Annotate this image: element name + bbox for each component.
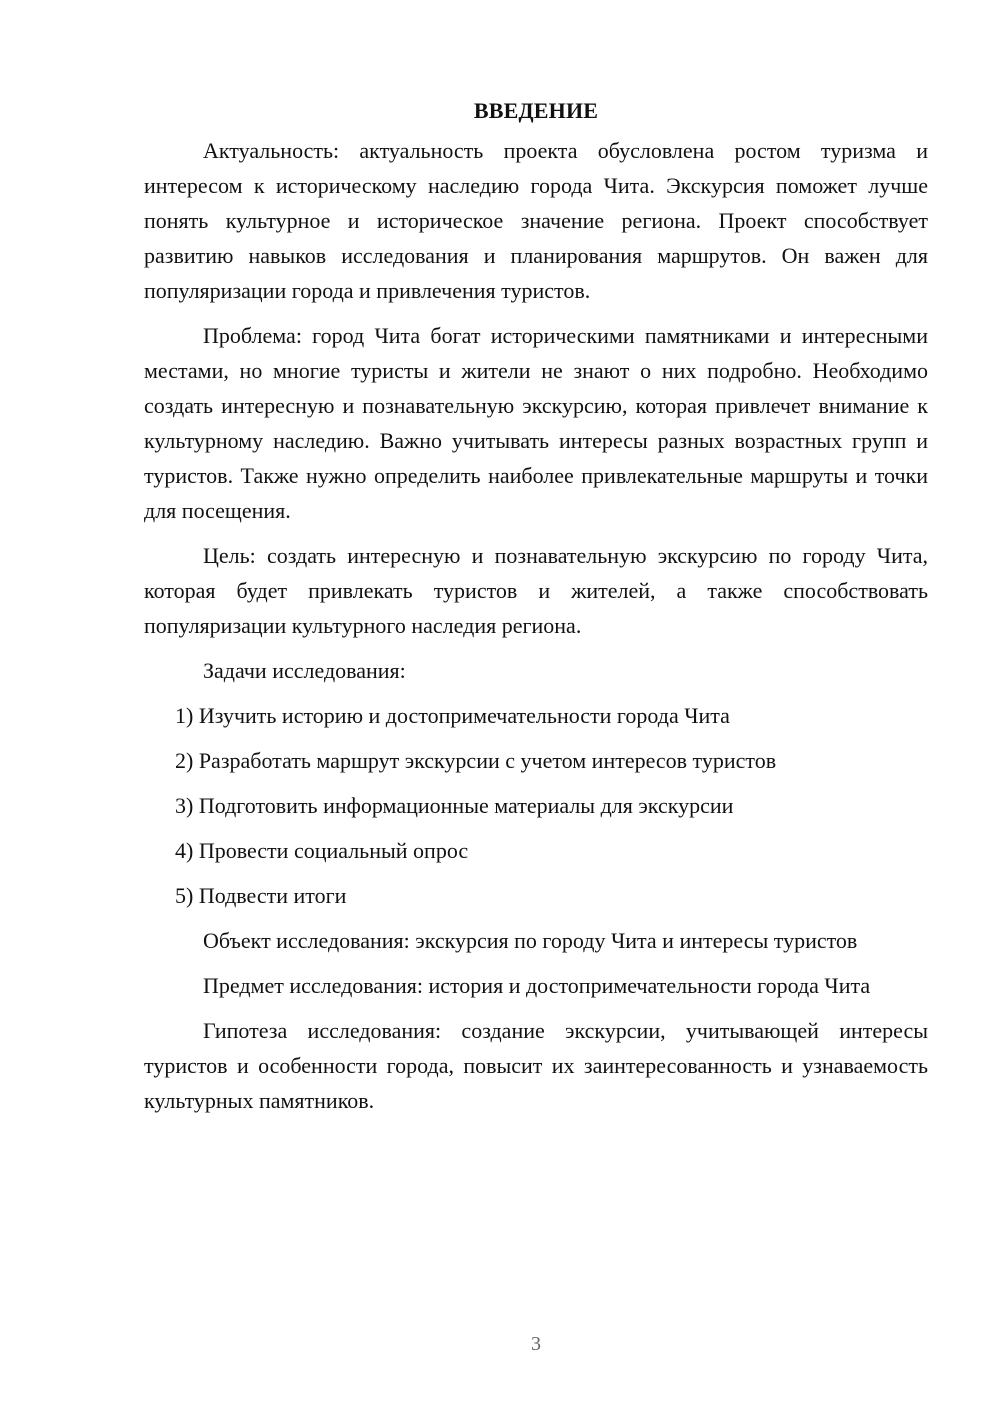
- paragraph-hypothesis: Гипотеза исследования: создание экскурсии, учитывающей интересы туристов и особенности города, повысит их заинтересованность и узнаваемость культурных памятников.: [144, 1018, 928, 1113]
- task-item: 1) Изучить историю и достопримечательности города Чита: [175, 703, 730, 728]
- task-item: 5) Подвести итоги: [175, 883, 347, 908]
- paragraph-object: Объект исследования: экскурсия по городу Чита и интересы туристов: [203, 928, 858, 953]
- task-item: 3) Подготовить информационные материалы для экскурсии: [175, 793, 734, 818]
- paragraph-subject: Предмет исследования: история и достопримечательности города Чита: [203, 973, 871, 998]
- page-title: ВВЕДЕНИЕ: [473, 98, 599, 123]
- tasks-list: [144, 698, 928, 913]
- task-item: 2) Разработать маршрут экскурсии с учетом интересов туристов: [175, 748, 777, 773]
- page-content: [144, 93, 928, 1128]
- page-number: 3: [531, 1333, 541, 1355]
- task-item: 4) Провести социальный опрос: [175, 838, 469, 863]
- paragraph-goal: Цель: создать интересную и познавательную экскурсию по городу Чита, которая будет привлекать туристов и жителей, а также способствовать популяризации культурного наследия региона.: [144, 543, 928, 638]
- tasks-heading: Задачи исследования:: [203, 658, 406, 683]
- paragraph-problem: Проблема: город Чита богат историческими памятниками и интересными местами, но многие туристы и жители не знают о них подробно. Необходимо создать интересную и познавательную экскурсию, которая привлечет внимание к культурному наследию. Важно учитывать интересы разных возрастных групп и туристов. Также нужно определить наиболее привлекательные маршруты и точки для посещения.: [144, 323, 928, 523]
- paragraph-relevance: Актуальность: актуальность проекта обусловлена ростом туризма и интересом к историческому наследию города Чита. Экскурсия поможет лучше понять культурное и историческое значение региона. Проект способствует развитию навыков исследования и планирования маршрутов. Он важен для популяризации города и привлечения туристов.: [144, 138, 928, 303]
